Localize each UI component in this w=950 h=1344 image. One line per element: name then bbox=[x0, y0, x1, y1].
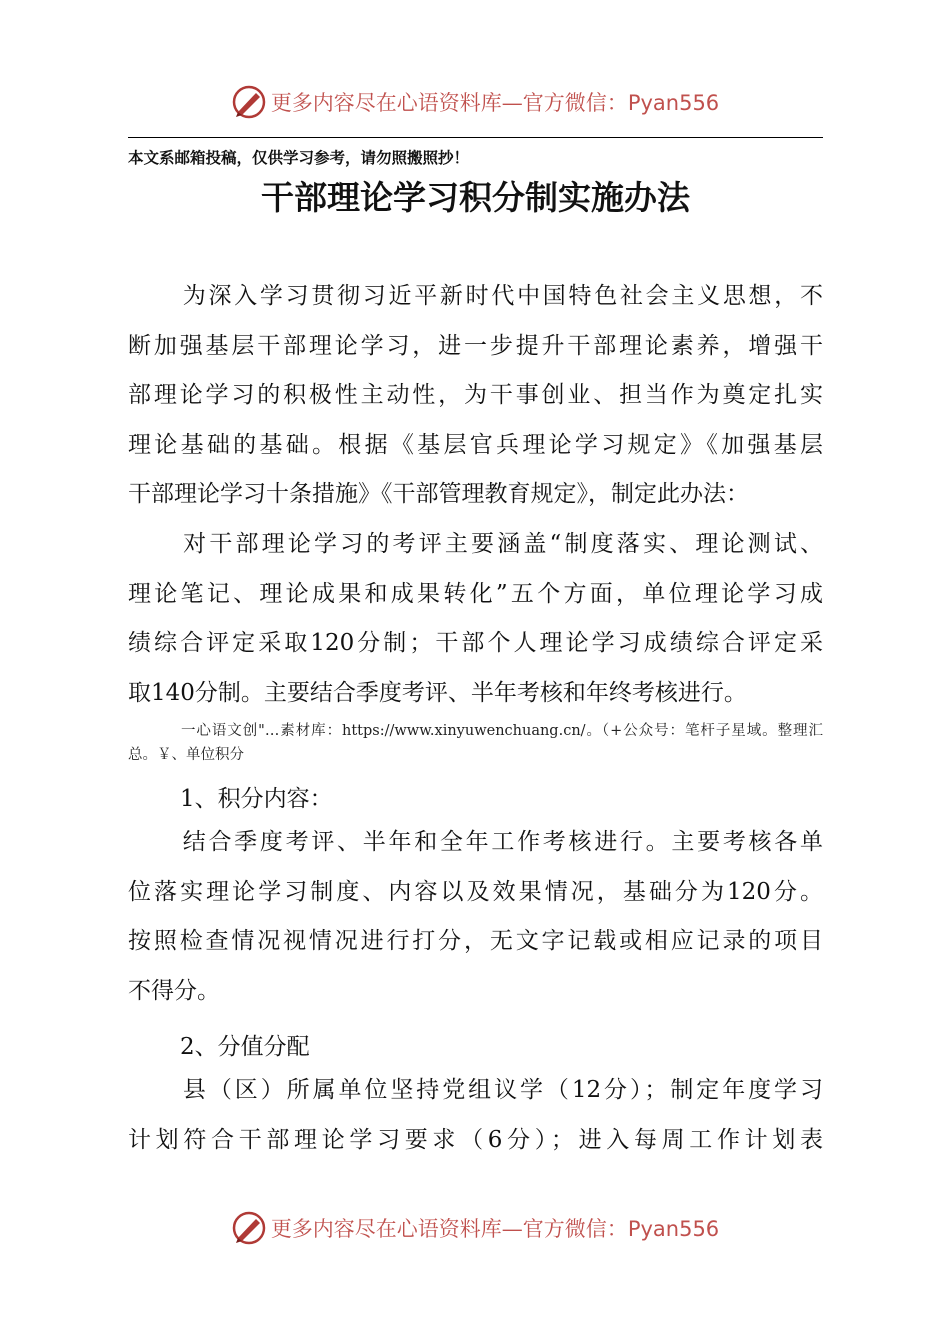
header-rule bbox=[128, 137, 823, 138]
pen-logo-icon bbox=[231, 1210, 267, 1246]
text-line: 断加强基层干部理论学习，进一步提升干部理论素养，增强干 bbox=[128, 332, 823, 359]
section-2-paragraph bbox=[128, 1066, 823, 1165]
text-line: 取140分制。主要结合季度考评、半年考核和年终考核进行。 bbox=[128, 679, 747, 706]
banner-text: 更多内容尽在心语资料库—官方微信：Pyan556 bbox=[270, 91, 720, 115]
pen-logo-icon bbox=[231, 84, 267, 120]
text-line: 计划符合干部理论学习要求（6分）；进入每周工作计划表 bbox=[128, 1126, 823, 1153]
submission-notice: 本文系邮箱投稿，仅供学习参考，请勿照搬照抄！ bbox=[128, 148, 470, 167]
text-line: 对干部理论学习的考评主要涵盖“制度落实、理论测试、 bbox=[180, 531, 823, 557]
wechat-id: Pyan556 bbox=[627, 1217, 720, 1241]
text-line: 位落实理论学习制度、内容以及效果情况，基础分为120分。 bbox=[128, 878, 823, 905]
top-banner bbox=[0, 82, 950, 122]
text-line: 理论笔记、理论成果和成果转化”五个方面，单位理论学习成 bbox=[128, 580, 823, 607]
text-line: 按照检查情况视情况进行打分，无文字记载或相应记录的项目 bbox=[128, 928, 823, 955]
text-line: 结合季度考评、半年和全年工作考核进行。主要考核各单 bbox=[180, 829, 823, 855]
text-line: 部理论学习的积极性主动性，为干事创业、担当作为奠定扎实 bbox=[128, 382, 823, 409]
section-1-paragraph bbox=[128, 818, 823, 1016]
source-note: 一心语文创"…素材库：https://www.xinyuwenchuang.cn/。（+公众号：笔杆子星域。整理汇总。￥、单位积分 bbox=[128, 723, 823, 763]
text-line: 理论基础的基础。根据《基层官兵理论学习规定》《加强基层 bbox=[128, 431, 823, 458]
text-line: 绩综合评定采取120分制；干部个人理论学习成绩综合评定采 bbox=[128, 630, 823, 657]
text-line: 不得分。 bbox=[128, 977, 220, 1004]
section-1-heading: 1、积分内容： bbox=[180, 786, 333, 812]
text-line: 为深入学习贯彻习近平新时代中国特色社会主义思想，不 bbox=[180, 283, 823, 309]
section-2-heading: 2、分值分配 bbox=[180, 1034, 310, 1060]
assessment-paragraph bbox=[128, 520, 823, 718]
text-line: 干部理论学习十条措施》《干部管理教育规定》，制定此办法： bbox=[128, 481, 749, 508]
page-title: 干部理论学习积分制实施办法 bbox=[261, 178, 690, 217]
wechat-id: Pyan556 bbox=[627, 91, 720, 115]
intro-paragraph bbox=[128, 272, 823, 520]
banner-text: 更多内容尽在心语资料库—官方微信：Pyan556 bbox=[270, 1217, 720, 1241]
text-line: 县（区）所属单位坚持党组议学（12分）；制定年度学习 bbox=[180, 1077, 823, 1103]
bottom-banner bbox=[0, 1208, 950, 1248]
